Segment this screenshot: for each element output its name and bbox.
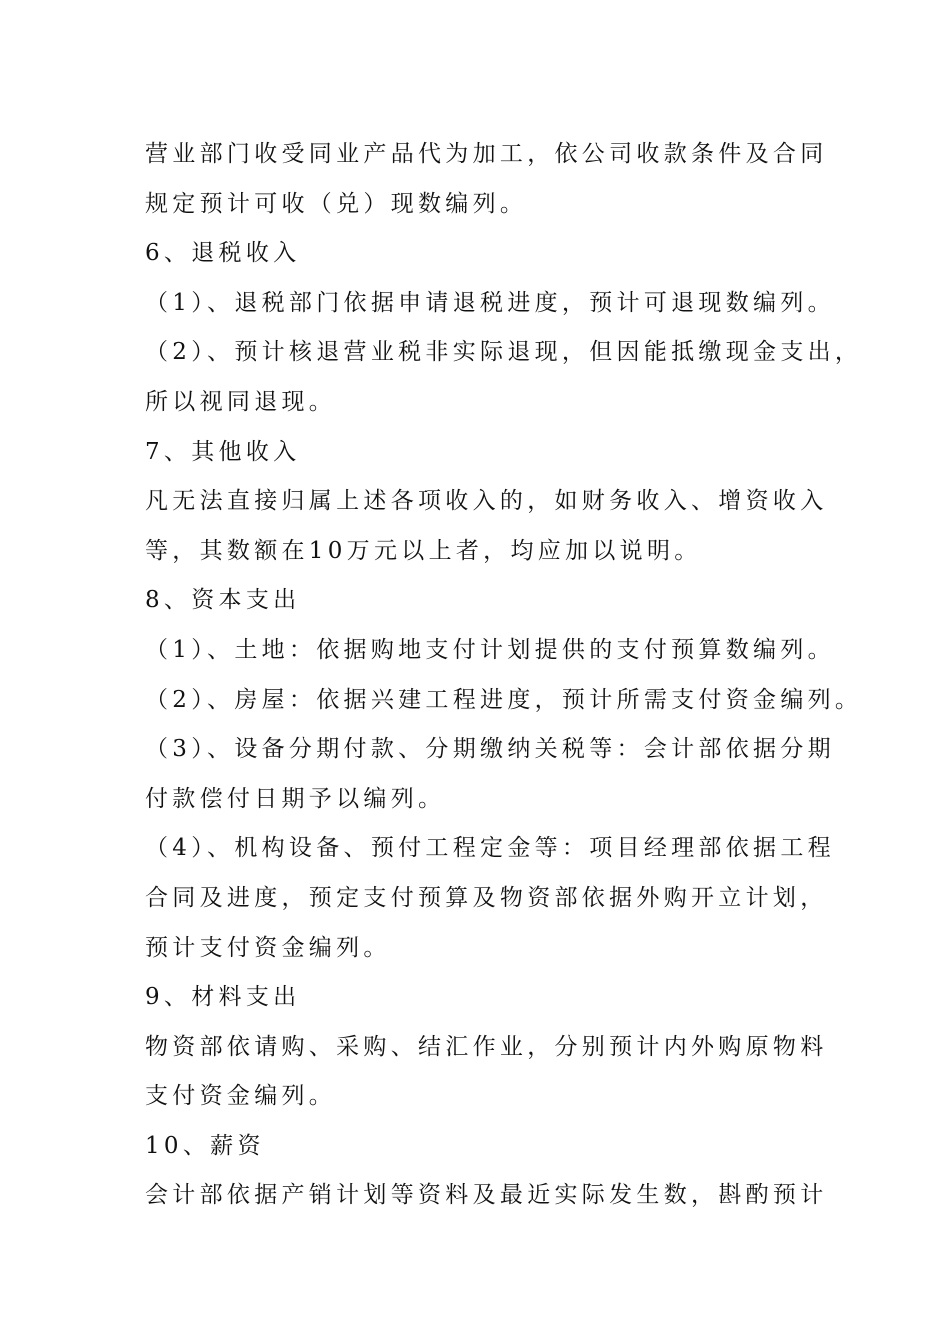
- body-text-line: 合同及进度，预定支付预算及物资部依据外购开立计划，: [145, 884, 828, 911]
- body-text-line: 预计支付资金编列。: [145, 934, 391, 961]
- section-heading-9: 9、材料支出: [145, 984, 301, 1011]
- list-item-line: （1）、土地：依据购地支付计划提供的支付预算数编列。: [145, 636, 835, 663]
- body-text-line: 营业部门收受同业产品代为加工，依公司收款条件及合同: [145, 141, 828, 167]
- body-text-line: 规定预计可收（兑）现数编列。: [145, 190, 528, 217]
- body-text-line: 物资部依请购、采购、结汇作业，分别预计内外购原物料: [145, 1033, 828, 1060]
- body-text-line: 会计部依据产销计划等资料及最近实际发生数，斟酌预计: [145, 1182, 828, 1209]
- body-text-line: 凡无法直接归属上述各项收入的，如财务收入、增资收入: [145, 488, 828, 515]
- list-item-line: （2）、房屋：依据兴建工程进度，预计所需支付资金编列。: [145, 686, 863, 713]
- section-heading-8: 8、资本支出: [145, 587, 301, 614]
- body-text-line: 所以视同退现。: [145, 388, 337, 415]
- body-text-line: 支付资金编列。: [145, 1083, 337, 1110]
- list-item-line: （3）、设备分期付款、分期缴纳关税等：会计部依据分期: [145, 736, 835, 763]
- section-heading-10: 10、薪资: [145, 1132, 265, 1159]
- list-item-line: （1）、退税部门依据申请退税进度，预计可退现数编列。: [145, 289, 835, 316]
- body-text-line: 付款偿付日期予以编列。: [145, 785, 446, 812]
- list-item-line: （4）、机构设备、预付工程定金等：项目经理部依据工程: [145, 835, 835, 862]
- body-text-line: 等，其数额在10万元以上者，均应加以说明。: [145, 537, 702, 564]
- list-item-line: （2）、预计核退营业税非实际退现，但因能抵缴现金支出，: [145, 339, 863, 366]
- section-heading-6: 6、退税收入: [145, 240, 301, 267]
- document-body: [145, 130, 863, 1221]
- section-heading-7: 7、其他收入: [145, 438, 301, 465]
